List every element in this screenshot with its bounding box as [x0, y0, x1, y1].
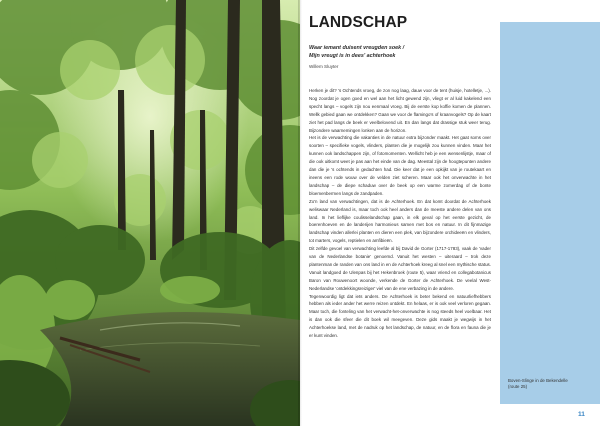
page-gutter-shadow	[298, 0, 302, 426]
epigraph-author: Willem Sluyter	[309, 64, 339, 69]
paragraph: Dit zelfde gevoel van verwachting leefde al bij David de Gorter (1717-1783), vaak de 'vader van de Nederlandse botanie' genoemd. Vanuit het westen – uiteraard – trok deze plantenman de randen van ons land in en de Achterhoek kreeg al snel een mythische status. Vanuit landgoed de Ulenpas bij het Hekenbroek (route 5), waar vriend en collegabotanicus Baron van Rouwenoort woonde, verkende de Gorter de Achterhoek. De veelal West-Nederlandse 'ontdekkingsreiziger' viel van de ene verbazing in de andere.	[309, 246, 491, 291]
photo-caption: Boven-Slinge in de Bekendelle (route 25)	[508, 378, 568, 389]
epigraph	[309, 44, 491, 61]
sidebar-panel	[500, 22, 600, 404]
body-text	[309, 87, 491, 407]
page-title: LANDSCHAP	[309, 14, 408, 31]
epigraph-line: Mijn vreugt is in dees' achterhoek	[309, 53, 396, 60]
paragraph: Het is de verwachting die vakanties in de natuur extra bijzonder maakt. Het gaat soms over soorten – specifieke vogels, vlinders, planten die je mogelijk zou kunnen vinden. Maar het kunnen ook landschappen zijn, of fotomomenten. Wellicht heb je een wensenlijstje, maar of die ook uitkomt weet je pas aan het einde van de dag. Meestal zijn de hoogtepunten andere dan die je 's ochtends in gedachten had. Die keer dat je een opkijkt van je routekaart en ineens een rode wouw over de velden ziet scheren. Maar ook het onverwachte in het landschap – de diepe schaduw over de beek op een warme zomerdag of de bonte bloemenbermen langs de zandpaden.	[309, 135, 491, 196]
epigraph-line: Waar iemant duisent vreugden soek /	[309, 45, 405, 51]
paragraph: Tegenwoordig ligt dat iets anders. De Achterhoek is beter bekend en natuurliefhebbers hebben als ieder ander het werre reizen ontdekt. En helaas, er is ook veel verloren gegaan. Maar toch, die fonteling van het verwacht-het-onverwachte is nog steeds heel voelbaar. Het is dan ook die sfeer die dit boek wil meegeven. Deze gids maakt je wegwijs in het Achterhoekse land, met de nadruk op het landschap, de natuur, en de flora en fauna die je er kunt vinden.	[309, 293, 491, 339]
paragraph: Herken je dit? 's Ochtends vroeg, de zon nog laag, dauw voor de tent (huisje, hotelletje, ...). Nog zoordat je ogen goed en wel aan het licht gewend zijn, vliegt er al luid kakelend een specht langs – vogels zijn nou eenmaal vroeg. Bij de eerste kop koffie komen de plannen. Wellk gebied gaan we ontdekken? Gaan we voor de flamingo's of kraanvogels? Op de kaart ziet het pad langs de beek er veelbelovend uit. En dan langs dat drassige stuk weer terug. Bijzondere waarnemingen lonken aan de horizon.	[309, 88, 491, 133]
paragraph: Zo'n land van verwachtingen, dat is de Achterhoek. En dat komt doordat de Achterhoek weliswaar Nederland is, maar toch ook heel anders dan de meeste andere delen van ons land. In het lieflijke coulisselandschap gaan, in elk geval op het eerste gezicht, de boerenhoeven en de landerijen harmonieus samen met bos en natuur. In dit fijnmazige landschap vinden allerlei planten en dieren een plek, van bijzondere orchideeën en vlinders, tot marters, vogels, reptielen en amfibieën.	[309, 198, 491, 244]
page-number: 11	[578, 411, 585, 418]
text-column	[309, 0, 491, 426]
